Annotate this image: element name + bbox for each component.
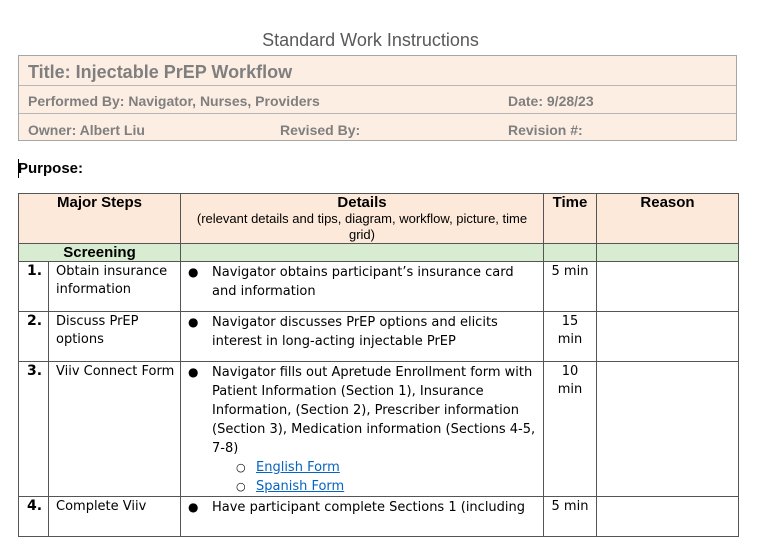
step-number: 1. (19, 262, 49, 312)
step-time: 10 min (544, 362, 597, 497)
bullet-icon: ● (188, 265, 199, 279)
step-number: 2. (19, 312, 49, 362)
step-detail (181, 362, 544, 497)
header-divider (19, 113, 736, 114)
step-reason (597, 497, 739, 537)
detail-text: Navigator discusses PrEP options and elicits interest in long-acting injectable PrEP (212, 315, 498, 349)
detail-text: Navigator fills out Apretude Enrollment form with Patient Information (Section 1), Insurance Information, (Section 2), Prescriber information (Section 3), Medication information (Sections 4-5, 7-8) (212, 365, 536, 456)
header-major-steps: Major Steps (19, 194, 181, 244)
step-name: Viiv Connect Form (49, 362, 181, 497)
details-heading: Details (337, 194, 387, 211)
table-row (19, 312, 739, 362)
revision-field: Revision #: (508, 122, 583, 138)
detail-text: Navigator obtains participant’s insurance card and information (212, 265, 514, 299)
bullet-icon: ● (188, 365, 199, 379)
step-name: Complete Viiv (49, 497, 181, 537)
detail-text: Have participant complete Sections 1 (including (212, 500, 526, 515)
section-cell (544, 244, 597, 262)
table-header-row (19, 194, 739, 244)
purpose-label: Purpose: (18, 160, 84, 177)
section-row (19, 244, 739, 262)
spanish-form-link[interactable]: Spanish Form (256, 479, 345, 494)
owner-field: Owner: Albert Liu (28, 122, 145, 138)
circle-bullet-icon: ○ (236, 480, 246, 493)
step-reason (597, 312, 739, 362)
section-cell (597, 244, 739, 262)
bullet-icon: ● (188, 500, 199, 514)
circle-bullet-icon: ○ (236, 461, 246, 474)
revised-by-field: Revised By: (280, 122, 361, 138)
date-field: Date: 9/28/23 (508, 93, 594, 109)
document-title: Standard Work Instructions (262, 30, 479, 50)
step-reason (597, 362, 739, 497)
step-time: 15 min (544, 312, 597, 362)
step-name: Obtain insurance information (49, 262, 181, 312)
header-divider (19, 85, 736, 86)
header-details (181, 194, 544, 244)
table-row (19, 362, 739, 497)
step-name: Discuss PrEP options (49, 312, 181, 362)
section-cell (181, 244, 544, 262)
header-reason: Reason (597, 194, 739, 244)
step-detail (181, 262, 544, 312)
step-detail (181, 312, 544, 362)
header-box (18, 55, 737, 141)
step-reason (597, 262, 739, 312)
bullet-icon: ● (188, 315, 199, 329)
step-time: 5 min (544, 497, 597, 537)
header-time: Time (544, 194, 597, 244)
work-instructions-table (18, 193, 739, 537)
section-label: Screening (19, 244, 181, 262)
step-number: 3. (19, 362, 49, 497)
table-row (19, 262, 739, 312)
english-form-link[interactable]: English Form (256, 460, 340, 475)
step-time: 5 min (544, 262, 597, 312)
step-number: 4. (19, 497, 49, 537)
workflow-title: Title: Injectable PrEP Workflow (28, 62, 293, 82)
table-row (19, 497, 739, 537)
step-detail (181, 497, 544, 537)
performed-by: Performed By: Navigator, Nurses, Providers (28, 93, 320, 109)
details-subheading: (relevant details and tips, diagram, workflow, picture, time grid) (196, 211, 528, 242)
